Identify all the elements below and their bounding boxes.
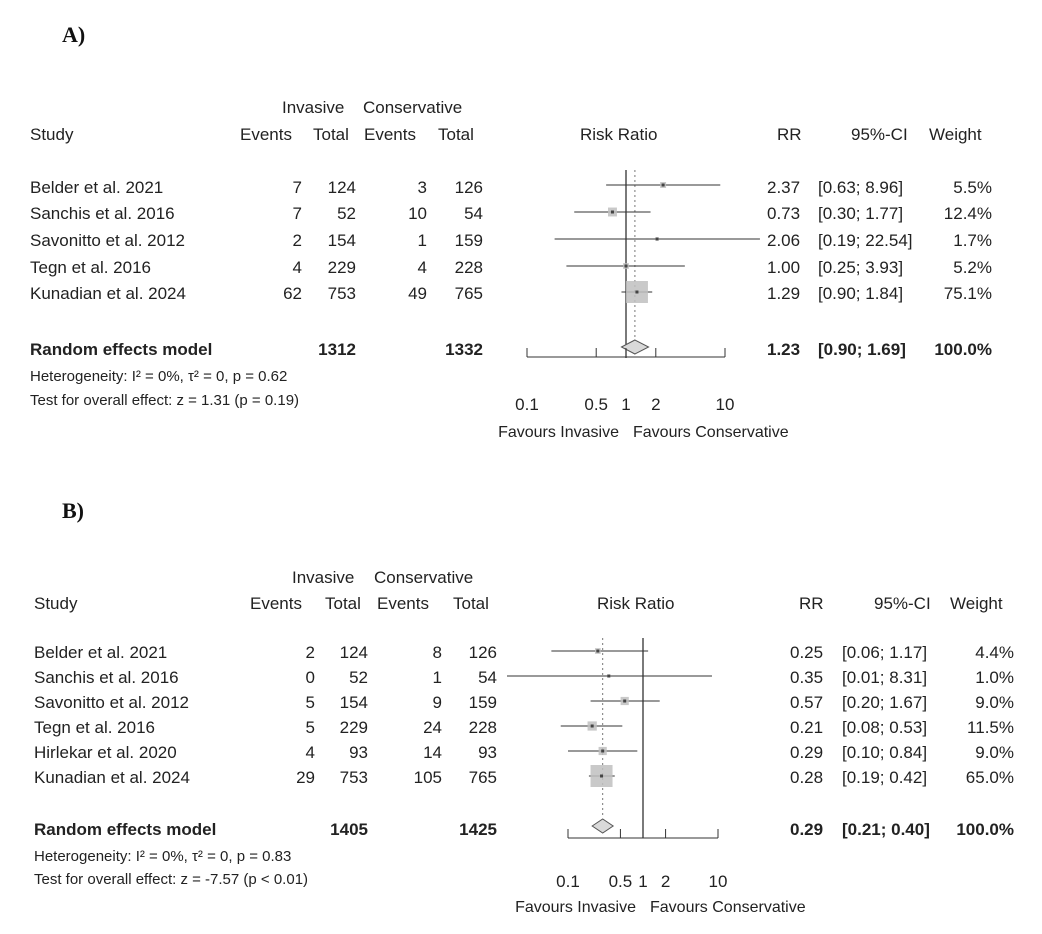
rr-value: 0.25 [790, 643, 824, 662]
weight-value: 1.0% [975, 668, 1014, 687]
rr-value: 1.29 [767, 284, 801, 303]
x-tick-label: 10 [715, 395, 735, 414]
ci-value: [0.08; 0.53] [842, 718, 928, 737]
weight-value: 75.1% [943, 284, 992, 303]
summary-rr: 0.29 [790, 820, 824, 839]
inv-total: 93 [349, 743, 368, 762]
inv-events: 29 [296, 768, 315, 787]
weight-value: 12.4% [943, 204, 992, 223]
con-total: 159 [454, 231, 483, 250]
header-invasive: Invasive [292, 568, 355, 587]
point-estimate [607, 675, 610, 678]
weight-value: 11.5% [967, 718, 1014, 737]
con-events: 8 [432, 643, 442, 662]
header-study: Study [34, 594, 78, 613]
ci-value: [0.25; 3.93] [818, 258, 904, 277]
con-events: 3 [417, 178, 427, 197]
summary-con-total: 1332 [445, 340, 483, 359]
point-estimate [601, 750, 604, 753]
header-con-total: Total [438, 125, 474, 144]
inv-total: 124 [327, 178, 356, 197]
header-ci: 95%-CI [851, 125, 908, 144]
weight-value: 4.4% [975, 643, 1014, 662]
study-name: Savonitto et al. 2012 [34, 693, 190, 712]
con-events: 105 [413, 768, 442, 787]
x-tick-label: 2 [651, 395, 661, 414]
ci-value: [0.19; 22.54] [818, 231, 913, 250]
weight-value: 65.0% [965, 768, 1014, 787]
panel-a-label: A) [62, 22, 86, 47]
study-name: Kunadian et al. 2024 [34, 768, 190, 787]
header-con-events: Events [377, 594, 429, 613]
summary-inv-total: 1312 [318, 340, 356, 359]
summary-name: Random effects model [34, 820, 217, 839]
point-estimate [596, 650, 599, 653]
header-inv-events: Events [240, 125, 292, 144]
panel-b-label: B) [62, 498, 84, 523]
con-total: 159 [468, 693, 497, 712]
header-conservative: Conservative [363, 98, 463, 117]
inv-total: 154 [339, 693, 368, 712]
study-name: Sanchis et al. 2016 [34, 668, 179, 687]
inv-total: 753 [339, 768, 368, 787]
weight-value: 5.5% [953, 178, 992, 197]
inv-events: 7 [292, 178, 302, 197]
con-events: 14 [423, 743, 442, 762]
study-name: Sanchis et al. 2016 [30, 204, 175, 223]
rr-value: 0.73 [767, 204, 801, 223]
con-events: 10 [408, 204, 427, 223]
favours-left-label: Favours Invasive [515, 899, 636, 916]
x-tick-label: 0.5 [584, 395, 609, 414]
rr-value: 0.21 [790, 718, 824, 737]
header-inv-events: Events [250, 594, 302, 613]
header-weight: Weight [950, 594, 1003, 613]
summary-inv-total: 1405 [330, 820, 368, 839]
header-inv-total: Total [325, 594, 361, 613]
header-invasive: Invasive [282, 98, 345, 117]
inv-total: 52 [349, 668, 368, 687]
study-name: Hirlekar et al. 2020 [34, 743, 177, 762]
con-total: 228 [468, 718, 497, 737]
header-plot: Risk Ratio [597, 594, 675, 613]
overall-test-text: Test for overall effect: z = -7.57 (p < 0.01) [34, 871, 309, 888]
ci-value: [0.30; 1.77] [818, 204, 904, 223]
header-study: Study [30, 125, 74, 144]
header-conservative: Conservative [374, 568, 474, 587]
con-total: 765 [468, 768, 497, 787]
point-estimate [600, 775, 603, 778]
con-total: 93 [478, 743, 497, 762]
x-tick-label: 1 [638, 872, 648, 891]
header-weight: Weight [929, 125, 982, 144]
inv-total: 52 [337, 204, 356, 223]
favours-left-label: Favours Invasive [498, 424, 619, 441]
con-total: 228 [454, 258, 483, 277]
heterogeneity-text: Heterogeneity: I² = 0%, τ² = 0, p = 0.83 [34, 848, 292, 865]
heterogeneity-text: Heterogeneity: I² = 0%, τ² = 0, p = 0.62 [30, 368, 288, 385]
x-tick-label: 0.1 [515, 395, 539, 414]
rr-value: 2.06 [767, 231, 801, 250]
x-tick-label: 10 [708, 872, 728, 891]
point-estimate [623, 700, 626, 703]
header-inv-total: Total [313, 125, 349, 144]
overall-test-text: Test for overall effect: z = 1.31 (p = 0.19) [30, 392, 300, 409]
ci-value: [0.90; 1.84] [818, 284, 904, 303]
header-con-total: Total [453, 594, 489, 613]
study-name: Savonitto et al. 2012 [30, 231, 186, 250]
header-ci: 95%-CI [874, 594, 931, 613]
inv-events: 7 [292, 204, 302, 223]
inv-events: 5 [305, 718, 315, 737]
inv-events: 2 [292, 231, 302, 250]
study-name: Belder et al. 2021 [30, 178, 164, 197]
inv-events: 2 [305, 643, 315, 662]
con-total: 54 [464, 204, 483, 223]
con-events: 4 [417, 258, 427, 277]
con-events: 9 [432, 693, 442, 712]
study-name: Belder et al. 2021 [34, 643, 168, 662]
x-tick-label: 2 [660, 872, 671, 891]
weight-value: 5.2% [953, 258, 992, 277]
inv-total: 229 [339, 718, 368, 737]
inv-total: 229 [327, 258, 356, 277]
inv-events: 0 [305, 668, 315, 687]
con-total: 126 [454, 178, 483, 197]
inv-total: 753 [327, 284, 356, 303]
rr-value: 2.37 [767, 178, 801, 197]
study-name: Tegn et al. 2016 [30, 258, 151, 277]
point-estimate [591, 725, 594, 728]
con-total: 54 [478, 668, 497, 687]
header-rr: RR [799, 594, 824, 613]
header-rr: RR [777, 125, 802, 144]
summary-weight: 100.0% [956, 820, 1014, 839]
inv-events: 5 [305, 693, 315, 712]
ci-value: [0.01; 8.31] [842, 668, 928, 687]
summary-con-total: 1425 [459, 820, 497, 839]
ci-value: [0.10; 0.84] [842, 743, 928, 762]
x-tick-label: 0.5 [608, 872, 633, 891]
con-total: 765 [454, 284, 483, 303]
con-events: 24 [423, 718, 442, 737]
con-events: 1 [417, 231, 427, 250]
summary-name: Random effects model [30, 340, 213, 359]
weight-value: 9.0% [975, 693, 1014, 712]
study-name: Kunadian et al. 2024 [30, 284, 186, 303]
rr-value: 0.29 [790, 743, 824, 762]
header-plot: Risk Ratio [580, 125, 658, 144]
summary-diamond [592, 819, 613, 833]
x-tick-label: 0.1 [556, 872, 580, 891]
inv-total: 124 [339, 643, 368, 662]
inv-total: 154 [327, 231, 356, 250]
rr-value: 0.35 [790, 668, 824, 687]
weight-value: 9.0% [975, 743, 1014, 762]
con-events: 49 [408, 284, 427, 303]
x-tick-label: 1 [621, 395, 631, 414]
rr-value: 0.28 [790, 768, 824, 787]
summary-ci: [0.90; 1.69] [818, 340, 906, 359]
header-con-events: Events [364, 125, 416, 144]
rr-value: 0.57 [790, 693, 824, 712]
rr-value: 1.00 [767, 258, 801, 277]
con-total: 126 [468, 643, 497, 662]
summary-ci: [0.21; 0.40] [842, 820, 930, 839]
con-events: 1 [432, 668, 442, 687]
inv-events: 4 [305, 743, 315, 762]
favours-right-label: Favours Conservative [650, 899, 806, 916]
inv-events: 4 [292, 258, 302, 277]
inv-events: 62 [283, 284, 302, 303]
ci-value: [0.20; 1.67] [842, 693, 928, 712]
weight-value: 1.7% [953, 231, 992, 250]
ci-value: [0.19; 0.42] [842, 768, 928, 787]
ci-value: [0.06; 1.17] [842, 643, 928, 662]
summary-rr: 1.23 [767, 340, 801, 359]
study-name: Tegn et al. 2016 [34, 718, 155, 737]
favours-right-label: Favours Conservative [633, 424, 789, 441]
summary-weight: 100.0% [934, 340, 992, 359]
ci-value: [0.63; 8.96] [818, 178, 904, 197]
